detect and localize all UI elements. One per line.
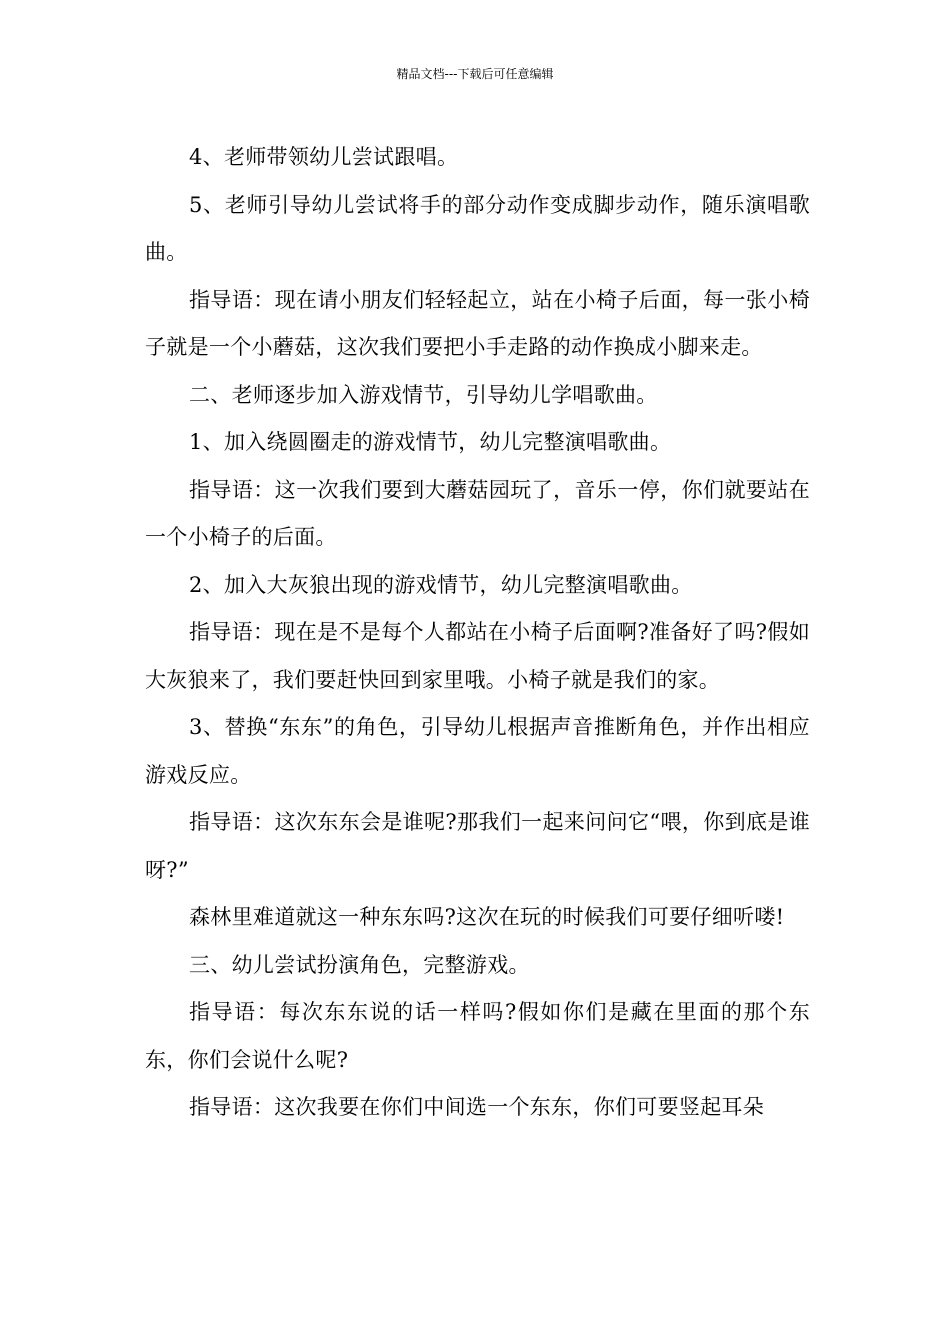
paragraph-guide-1: 指导语：现在请小朋友们轻轻起立，站在小椅子后面，每一张小椅子就是一个小蘑菇，这次我们要把小手走路的动作换成小脚来走。 [145,287,810,359]
paragraph-step-4: 4、老师带领幼儿尝试跟唱。 [189,145,459,169]
paragraph-guide-5: 指导语：每次东东说的话一样吗?假如你们是藏在里面的那个东东，你们会说什么呢? [145,1000,810,1072]
paragraph-guide-4: 指导语：这次东东会是谁呢?那我们一起来问问它“喂，你到底是谁呀?” [145,810,810,882]
paragraph-guide-2: 指导语：这一次我们要到大蘑菇园玩了，音乐一停，你们就要站在一个小椅子的后面。 [145,477,810,549]
paragraph-step-1: 1、加入绕圆圈走的游戏情节，幼儿完整演唱歌曲。 [189,430,672,454]
document-body [145,134,810,1132]
paragraph-step-2: 2、加入大灰狼出现的游戏情节，幼儿完整演唱歌曲。 [189,572,693,597]
paragraph-guide-6: 指导语：这次我要在你们中间选一个东东，你们可要竖起耳朵 [189,1095,765,1119]
paragraph-forest: 森林里难道就这一种东东吗?这次在玩的时候我们可要仔细听喽! [189,905,785,929]
paragraph-step-5: 5、老师引导幼儿尝试将手的部分动作变成脚步动作，随乐演唱歌曲。 [145,192,810,264]
paragraph-step-3: 3、替换“东东”的角色，引导幼儿根据声音推断角色，并作出相应游戏反应。 [145,715,810,787]
paragraph-section-2: 二、老师逐步加入游戏情节，引导幼儿学唱歌曲。 [189,382,658,407]
page-header: 精品文档---下载后可任意编辑 [396,67,554,81]
paragraph-section-3: 三、幼儿尝试扮演角色，完整游戏。 [189,952,530,977]
paragraph-guide-3: 指导语：现在是不是每个人都站在小椅子后面啊?准备好了吗?假如大灰狼来了，我们要赶快回到家里哦。小椅子就是我们的家。 [145,620,810,692]
